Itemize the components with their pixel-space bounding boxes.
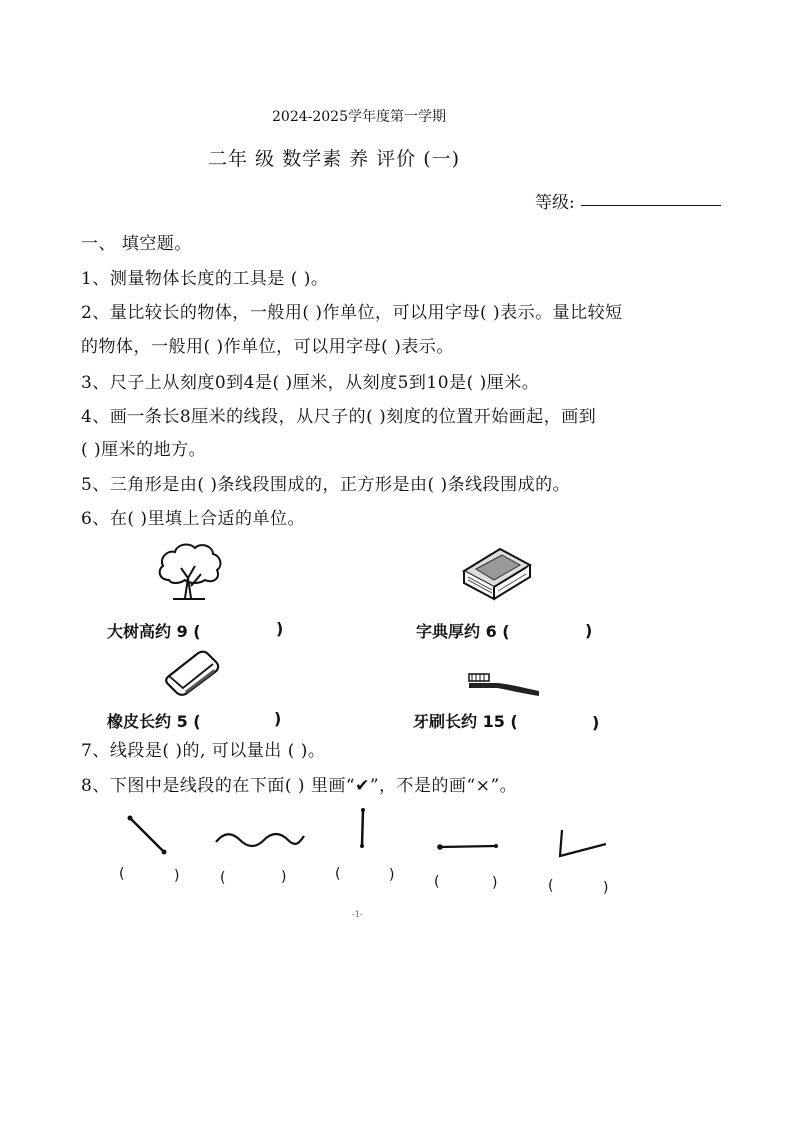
q8-paren-open-2: ( — [220, 870, 226, 886]
question-2-line-2: 的物体，一般用( )作单位，可以用字母( )表示。 — [81, 337, 454, 357]
term-label: 2024-2025学年度第一学期 — [272, 109, 446, 125]
q6-label-toothbrush: 牙刷长约 15 ( — [413, 712, 518, 731]
q8-paren-close-2: ) — [281, 869, 287, 885]
q8-answer-2[interactable] — [229, 867, 279, 889]
q8-answer-3[interactable] — [344, 864, 388, 886]
q8-answer-1[interactable] — [128, 864, 172, 886]
q6-paren-close-tree: ) — [276, 619, 284, 638]
question-3: 3、尺子上从刻度0到4是( )厘米，从刻度5到10是( )厘米。 — [81, 373, 540, 393]
q6-paren-close-toothbrush: ) — [592, 713, 600, 732]
q6-answer-toothbrush[interactable] — [528, 707, 586, 729]
grade-answer-line[interactable] — [581, 205, 721, 206]
question-8: 8、下图中是线段的在下面( ) 里画“✔”，不是的画“×”。 — [81, 776, 518, 796]
q6-label-tree: 大树高约 9 ( — [107, 622, 201, 641]
q8-paren-close-5: ) — [603, 880, 609, 896]
angle-shape-icon — [554, 826, 612, 866]
q6-answer-eraser[interactable] — [212, 707, 270, 729]
q6-label-dictionary: 字典厚约 6 ( — [416, 622, 510, 641]
question-4-line-1: 4、画一条长8厘米的线段，从尺子的( )刻度的位置开始画起，画到 — [81, 407, 597, 427]
q6-label-eraser: 橡皮长约 5 ( — [107, 712, 201, 731]
page-title: 二年 级 数学素 养 评价 (一) — [208, 148, 461, 170]
q6-answer-tree[interactable] — [212, 617, 270, 639]
horizontal-segment-icon — [434, 838, 502, 854]
dictionary-icon — [460, 545, 534, 601]
section-heading: 一、 填空题。 — [81, 234, 192, 254]
q8-paren-open-1: ( — [119, 866, 125, 882]
question-6: 6、在( )里填上合适的单位。 — [81, 509, 305, 529]
q8-paren-open-3: ( — [335, 866, 341, 882]
grade-label: 等级: — [535, 193, 575, 213]
q8-answer-5[interactable] — [557, 876, 601, 898]
q6-paren-close-eraser: ) — [274, 709, 282, 728]
question-1: 1、测量物体长度的工具是 ( )。 — [81, 269, 329, 289]
q8-paren-close-3: ) — [389, 867, 395, 883]
question-2-line-1: 2、量比较长的物体，一般用( )作单位，可以用字母( )表示。量比较短 — [81, 303, 623, 323]
question-5: 5、三角形是由( )条线段围成的，正方形是由( )条线段围成的。 — [81, 475, 571, 495]
toothbrush-icon — [467, 670, 543, 698]
q8-answer-4[interactable] — [443, 872, 489, 894]
q8-paren-close-1: ) — [174, 868, 180, 884]
q6-answer-dictionary[interactable] — [521, 617, 579, 639]
page-number: -1- — [352, 910, 363, 919]
question-4-line-2: ( )厘米的地方。 — [81, 440, 207, 460]
q8-paren-close-4: ) — [492, 875, 498, 891]
q8-paren-open-4: ( — [434, 874, 440, 890]
tree-icon — [155, 542, 227, 602]
question-7: 7、线段是( )的, 可以量出 ( )。 — [81, 741, 326, 761]
q8-paren-open-5: ( — [548, 878, 554, 894]
wavy-line-icon — [212, 828, 308, 852]
slanted-segment-icon — [120, 810, 172, 858]
eraser-icon — [163, 650, 221, 696]
q6-paren-close-dictionary: ) — [585, 621, 593, 640]
vertical-segment-icon — [355, 806, 371, 852]
